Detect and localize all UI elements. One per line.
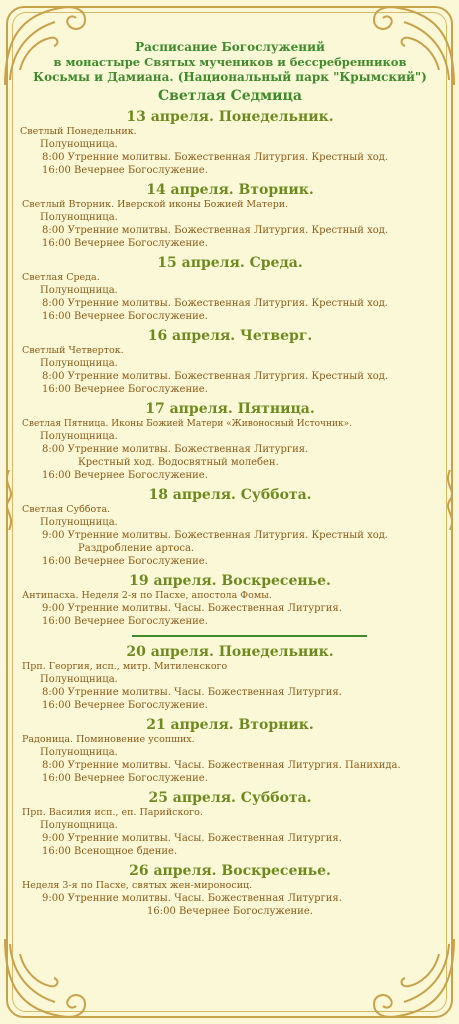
service-vigil: Полунощница.: [40, 358, 118, 369]
service-evening: 16:00 Вечернее Богослужение.: [42, 700, 208, 711]
day-block: [20, 327, 440, 396]
side-ornament-icon: [443, 470, 457, 530]
day-title: 17 апреля. Пятница.: [145, 401, 315, 417]
day-block: [20, 181, 440, 250]
service-morning: 8:00 Утренние молитвы. Божественная Литургия.: [42, 444, 309, 455]
service-evening: 16:00 Вечернее Богослужение.: [147, 906, 313, 917]
service-morning: 8:00 Утренние молитвы. Божественная Литургия. Крестный ход.: [42, 152, 389, 163]
service-evening: 16:00 Вечернее Богослужение.: [42, 470, 208, 481]
service-vigil: Полунощница.: [40, 820, 118, 831]
service-morning: 9:00 Утренние молитвы. Божественная Литургия. Крестный ход.: [42, 530, 389, 541]
day-block: [20, 862, 440, 918]
service-morning: 8:00 Утренние молитвы. Часы. Божественная Литургия.: [42, 687, 342, 698]
service-vigil: Полунощница.: [40, 747, 118, 758]
day-feast: Прп. Георгия, исп., митр. Митиленского: [22, 661, 228, 672]
day-title: 25 апреля. Суббота.: [148, 790, 312, 806]
service-morning-cont: Раздробление артоса.: [78, 543, 195, 554]
header-monastery: в монастыре Святых мучеников и бессребренников: [53, 55, 407, 69]
service-morning: 8:00 Утренние молитвы. Божественная Литургия. Крестный ход.: [42, 225, 389, 236]
day-feast: Светлая Пятница. Иконы Божией Матери «Живоносный Источник».: [22, 419, 352, 429]
corner-ornament-icon: [369, 934, 459, 1024]
day-title: 20 апреля. Понедельник.: [126, 644, 334, 660]
service-morning: 8:00 Утренние молитвы. Божественная Литургия. Крестный ход.: [42, 371, 389, 382]
schedule-header: [20, 40, 440, 85]
service-vigil: Полунощница.: [40, 285, 118, 296]
section-divider: [132, 635, 367, 637]
service-evening: 16:00 Вечернее Богослужение.: [42, 616, 208, 627]
day-feast: Светлый Вторник. Иверской иконы Божией Матери.: [22, 199, 289, 210]
service-vigil: Полунощница.: [40, 517, 118, 528]
day-title: 26 апреля. Воскресенье.: [129, 863, 331, 879]
day-feast: Светлый Понедельник.: [20, 126, 137, 137]
day-block: [20, 254, 440, 323]
service-morning: 9:00 Утренние молитвы. Часы. Божественная Литургия.: [42, 603, 342, 614]
day-feast: Антипасха. Неделя 2-я по Пасхе, апостола Фомы.: [22, 590, 272, 601]
service-morning: 9:00 Утренние молитвы. Часы. Божественная Литургия.: [42, 833, 342, 844]
service-evening: 16:00 Вечернее Богослужение.: [42, 556, 208, 567]
day-feast: Прп. Василия исп., еп. Парийского.: [22, 807, 203, 818]
day-feast: Радоница. Поминовение усопших.: [22, 734, 195, 745]
service-morning: 8:00 Утренние молитвы. Часы. Божественная Литургия. Панихида.: [42, 760, 401, 771]
service-evening: 16:00 Вечернее Богослужение.: [42, 384, 208, 395]
day-title: 21 апреля. Вторник.: [146, 717, 314, 733]
day-feast: Светлая Среда.: [22, 272, 100, 283]
side-ornament-icon: [2, 470, 16, 530]
header-title: Расписание Богослужений: [135, 40, 325, 54]
day-block: [20, 108, 440, 177]
header-location: Косьмы и Дамиана. (Национальный парк "Крымский"): [33, 70, 427, 84]
day-block: [20, 789, 440, 858]
day-feast: Светлая Суббота.: [22, 504, 111, 515]
week-title: Светлая Седмица: [158, 88, 302, 104]
day-title: 19 апреля. Воскресенье.: [129, 573, 331, 589]
service-evening: 16:00 Вечернее Богослужение.: [42, 165, 208, 176]
corner-ornament-icon: [0, 934, 90, 1024]
service-morning-cont: Крестный ход. Водосвятный молебен.: [78, 457, 279, 468]
day-title: 18 апреля. Суббота.: [148, 487, 312, 503]
service-evening: 16:00 Вечернее Богослужение.: [42, 773, 208, 784]
day-title: 15 апреля. Среда.: [157, 255, 303, 271]
schedule: [20, 40, 440, 922]
service-morning: 9:00 Утренние молитвы. Часы. Божественная Литургия.: [42, 893, 342, 904]
service-evening: 16:00 Вечернее Богослужение.: [42, 238, 208, 249]
day-feast: Светлый Четверток.: [22, 345, 124, 356]
day-title: 14 апреля. Вторник.: [146, 182, 314, 198]
day-block: [20, 716, 440, 785]
service-vigil: Полунощница.: [40, 212, 118, 223]
day-block: [20, 400, 440, 482]
service-morning: 8:00 Утренние молитвы. Божественная Литургия. Крестный ход.: [42, 298, 389, 309]
service-evening: 16:00 Всенощное бдение.: [42, 846, 178, 857]
service-vigil: Полунощница.: [40, 674, 118, 685]
day-feast: Неделя 3-я по Пасхе, святых жен-мироносиц.: [22, 880, 253, 891]
day-block: [20, 643, 440, 712]
day-block: [20, 486, 440, 568]
day-block: [20, 572, 440, 628]
day-title: 16 апреля. Четверг.: [147, 328, 313, 344]
service-vigil: Полунощница.: [40, 431, 118, 442]
day-title: 13 апреля. Понедельник.: [126, 109, 334, 125]
service-vigil: Полунощница.: [40, 139, 118, 150]
service-evening: 16:00 Вечернее Богослужение.: [42, 311, 208, 322]
